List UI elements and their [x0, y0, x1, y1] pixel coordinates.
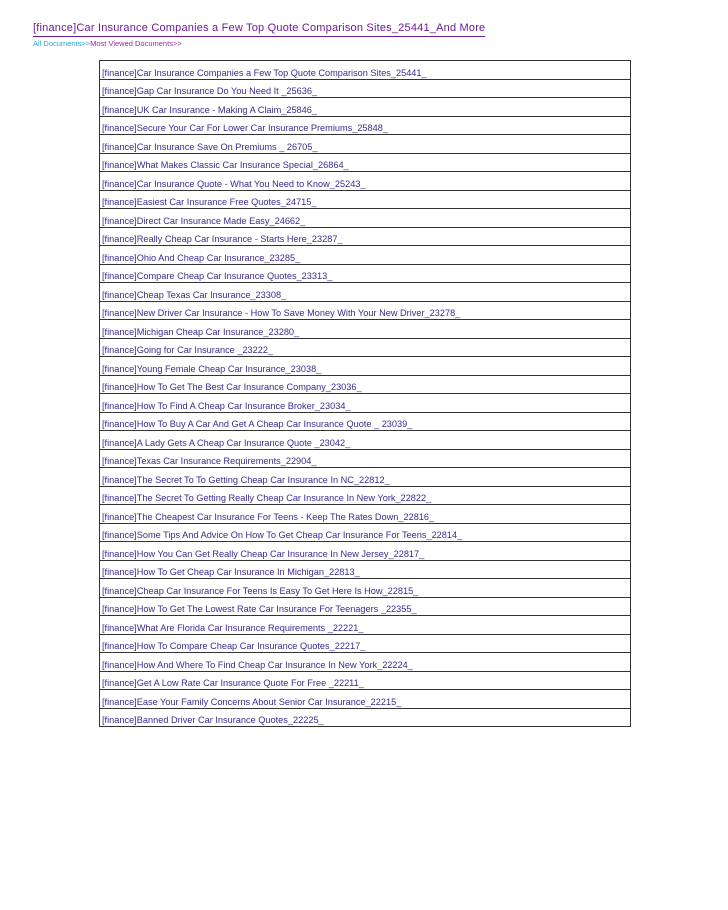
- list-item: [100, 117, 630, 136]
- list-item: [100, 265, 630, 284]
- document-link[interactable]: [finance]Gap Car Insurance Do You Need It _25636_: [102, 86, 318, 96]
- document-link[interactable]: [finance]New Driver Car Insurance - How To Save Money With Your New Driver_23278_: [102, 308, 461, 318]
- list-item: [100, 431, 630, 450]
- document-link[interactable]: [finance]Young Female Cheap Car Insurance_23038_: [102, 363, 322, 374]
- list-item: [100, 524, 630, 543]
- list-item: [100, 283, 630, 302]
- list-item: [100, 413, 630, 432]
- document-link[interactable]: [finance]Michigan Cheap Car Insurance_23280_: [102, 326, 300, 337]
- document-link[interactable]: [finance]How And Where To Find Cheap Car Insurance In New York_22224_: [102, 659, 413, 670]
- list-item: [100, 357, 630, 376]
- list-item: [100, 302, 630, 321]
- document-link[interactable]: [finance]The Secret To Getting Really Cheap Car Insurance In New York_22822_: [102, 493, 432, 503]
- document-link[interactable]: [finance]Direct Car Insurance Made Easy_24662_: [102, 215, 306, 226]
- list-item: [100, 339, 630, 358]
- list-item: [100, 709, 630, 728]
- list-item: [100, 228, 630, 247]
- list-item: [100, 376, 630, 395]
- list-item: [100, 135, 630, 154]
- document-link[interactable]: [finance]Ohio And Cheap Car Insurance_23285_: [102, 252, 301, 263]
- list-item: [100, 542, 630, 561]
- list-item: [100, 672, 630, 691]
- list-item: [100, 98, 630, 117]
- list-item: [100, 191, 630, 210]
- list-item: [100, 320, 630, 339]
- document-link[interactable]: [finance]Car Insurance Quote - What You Need to Know_25243_: [102, 178, 366, 189]
- list-item: [100, 246, 630, 265]
- document-link[interactable]: [finance]How To Buy A Car And Get A Cheap Car Insurance Quote _ 23039_: [102, 419, 413, 429]
- document-link[interactable]: [finance]Cheap Car Insurance For Teens Is Easy To Get Here Is How_22815_: [102, 585, 419, 596]
- document-link[interactable]: [finance]How You Can Get Really Cheap Car Insurance In New Jersey_22817_: [102, 548, 425, 559]
- document-link[interactable]: [finance]How To Get Cheap Car Insurance In Michigan_22813_: [102, 567, 360, 577]
- list-item: [100, 172, 630, 191]
- list-item: [100, 579, 630, 598]
- list-item: [100, 394, 630, 413]
- document-link[interactable]: [finance]Secure Your Car For Lower Car Insurance Premiums_25848_: [102, 123, 388, 133]
- list-item: [100, 505, 630, 524]
- document-link[interactable]: [finance]Cheap Texas Car Insurance_23308_: [102, 289, 287, 300]
- list-item: [100, 598, 630, 617]
- document-link[interactable]: [finance]Really Cheap Car Insurance - Starts Here_23287_: [102, 234, 343, 244]
- list-item: [100, 635, 630, 654]
- list-item: [100, 80, 630, 99]
- document-link[interactable]: [finance]Banned Driver Car Insurance Quotes_22225_: [102, 715, 324, 725]
- list-item: [100, 690, 630, 709]
- breadcrumb-separator: >>: [172, 39, 182, 48]
- document-link[interactable]: [finance]What Makes Classic Car Insurance Special_26864_: [102, 160, 349, 170]
- list-item: [100, 61, 630, 80]
- document-link[interactable]: [finance]The Secret To To Getting Cheap Car Insurance In NC_22812_: [102, 474, 390, 485]
- list-item: [100, 487, 630, 506]
- document-link[interactable]: [finance]Ease Your Family Concerns About Senior Car Insurance_22215_: [102, 696, 402, 707]
- list-item: [100, 468, 630, 487]
- document-link[interactable]: [finance]A Lady Gets A Cheap Car Insurance Quote _23042_: [102, 437, 351, 448]
- document-link[interactable]: [finance]Get A Low Rate Car Insurance Quote For Free _22211_: [102, 678, 364, 688]
- document-link[interactable]: [finance]Easiest Car Insurance Free Quotes_24715_: [102, 197, 317, 207]
- document-link[interactable]: [finance]The Cheapest Car Insurance For Teens - Keep The Rates Down_22816_: [102, 511, 435, 522]
- breadcrumb-separator: >>: [81, 39, 91, 48]
- breadcrumb-all-documents[interactable]: All Documents: [33, 39, 82, 48]
- list-item: [100, 154, 630, 173]
- document-link[interactable]: [finance]Car Insurance Save On Premiums _ 26705_: [102, 141, 318, 152]
- document-link[interactable]: [finance]Some Tips And Advice On How To Get Cheap Car Insurance For Teens_22814_: [102, 530, 463, 540]
- document-link[interactable]: [finance]Going for Car Insurance _23222_: [102, 345, 274, 355]
- list-item: [100, 450, 630, 469]
- document-link[interactable]: [finance]Compare Cheap Car Insurance Quotes_23313_: [102, 271, 333, 281]
- document-link[interactable]: [finance]UK Car Insurance - Making A Claim_25846_: [102, 104, 317, 115]
- document-list: [99, 60, 631, 727]
- list-item: [100, 209, 630, 228]
- document-link[interactable]: [finance]How To Get The Best Car Insurance Company_23036_: [102, 382, 362, 392]
- document-link[interactable]: [finance]Texas Car Insurance Requirements_22904_: [102, 456, 317, 466]
- document-link[interactable]: [finance]How To Find A Cheap Car Insurance Broker_23034_: [102, 400, 351, 411]
- document-link[interactable]: [finance]What Are Florida Car Insurance Requirements _22221_: [102, 622, 364, 633]
- list-item: [100, 616, 630, 635]
- document-link[interactable]: [finance]Car Insurance Companies a Few Top Quote Comparison Sites_25441_: [102, 67, 427, 78]
- page-title-link[interactable]: [finance]Car Insurance Companies a Few Top Quote Comparison Sites_25441_And More: [33, 22, 485, 37]
- document-link[interactable]: [finance]How To Get The Lowest Rate Car Insurance For Teenagers _22355_: [102, 604, 417, 614]
- list-item: [100, 653, 630, 672]
- breadcrumb: [33, 39, 182, 48]
- list-item: [100, 561, 630, 580]
- breadcrumb-most-viewed[interactable]: Most Viewed Documents: [90, 39, 173, 48]
- document-link[interactable]: [finance]How To Compare Cheap Car Insurance Quotes_22217_: [102, 641, 366, 651]
